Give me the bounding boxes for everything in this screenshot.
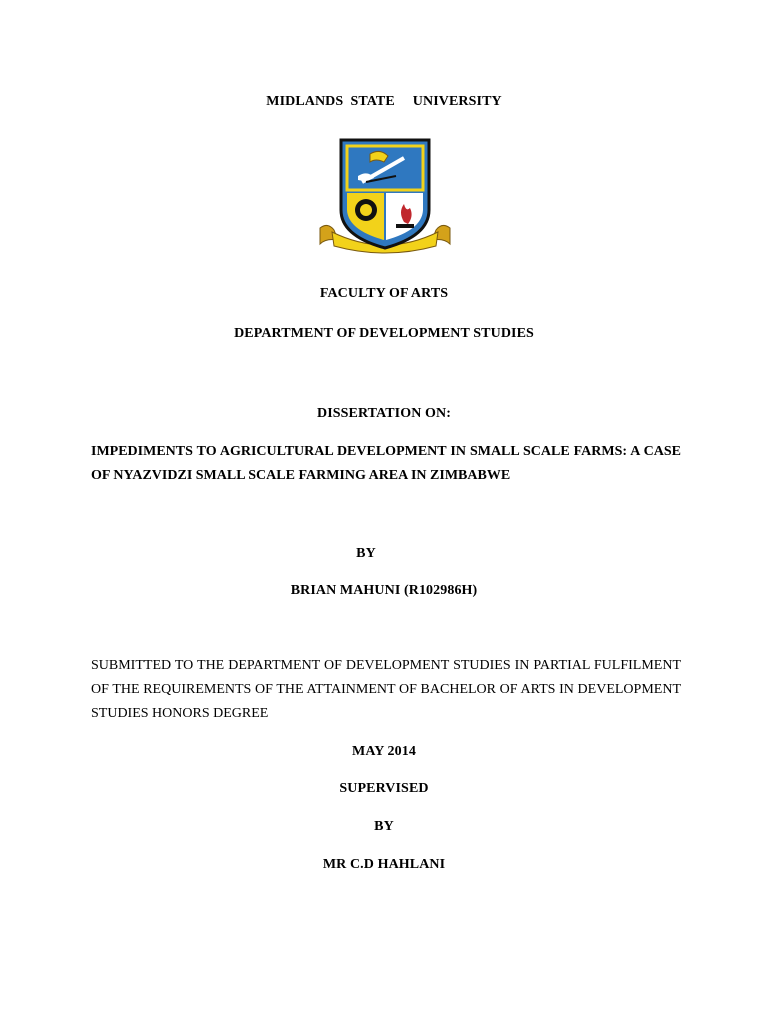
dissertation-label: DISSERTATION ON: <box>316 406 451 421</box>
author-name: BRIAN MAHUNI (R102986H) <box>290 583 478 598</box>
university-crest-logo <box>318 136 452 256</box>
dissertation-title-line: OF NYAZVIDZI SMALL SCALE FARMING AREA IN ZIMBABWE <box>91 468 511 483</box>
submission-date: MAY 2014 <box>352 744 416 759</box>
faculty-name: FACULTY OF ARTS <box>319 286 449 301</box>
supervised-by-label: BY <box>374 819 394 834</box>
supervisor-name: MR C.D HAHLANI <box>322 857 446 872</box>
submission-statement <box>91 654 681 726</box>
submission-line: OF THE REQUIREMENTS OF THE ATTAINMENT OF BACHELOR OF ARTS IN DEVELOPMENT <box>91 682 681 697</box>
department-name: DEPARTMENT OF DEVELOPMENT STUDIES <box>234 326 534 341</box>
submission-line: STUDIES HONORS DEGREE <box>91 706 269 721</box>
dissertation-title <box>91 440 681 488</box>
submission-line: SUBMITTED TO THE DEPARTMENT OF DEVELOPMENT STUDIES IN PARTIAL FULFILMENT <box>91 658 681 673</box>
by-label: BY <box>356 546 376 561</box>
supervised-label: SUPERVISED <box>339 781 429 796</box>
dissertation-title-line: IMPEDIMENTS TO AGRICULTURAL DEVELOPMENT IN SMALL SCALE FARMS: A CASE <box>91 444 681 459</box>
university-name: MIDLANDS STATE UNIVERSITY <box>266 94 502 109</box>
